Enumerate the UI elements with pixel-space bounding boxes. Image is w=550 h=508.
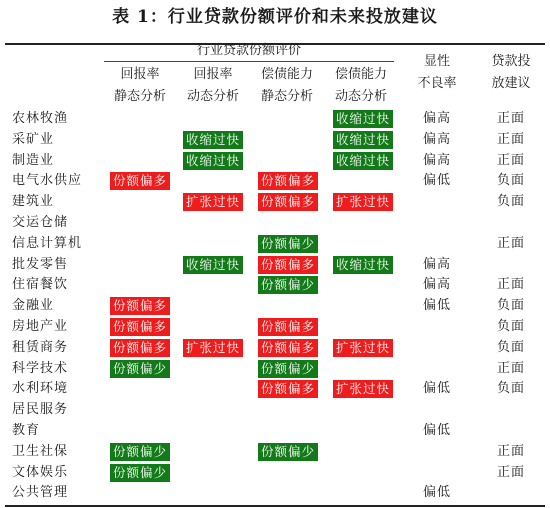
assessment-tag-return-static: 份额偏少 bbox=[110, 360, 170, 378]
group-header: 行业贷款份额评价 bbox=[196, 43, 301, 58]
advice-value: 负面 bbox=[496, 381, 525, 397]
assessment-tag-solvency-dynamic: 收缩过快 bbox=[333, 131, 393, 149]
row-industry-label: 建筑业 bbox=[12, 194, 55, 210]
assessment-tag-solvency-static: 份额偏多 bbox=[258, 380, 318, 398]
advice-value: 负面 bbox=[496, 319, 525, 334]
npl-value: 偏高 bbox=[422, 152, 451, 168]
row-industry-label: 租赁商务 bbox=[12, 339, 69, 355]
assessment-tag-solvency-dynamic: 扩张过快 bbox=[333, 193, 393, 211]
assessment-tag-solvency-static: 份额偏少 bbox=[258, 276, 318, 294]
assessment-tag-return-dynamic: 扩张过快 bbox=[183, 193, 243, 211]
advice-value: 正面 bbox=[496, 464, 525, 480]
assessment-tag-solvency-dynamic: 扩张过快 bbox=[333, 339, 393, 357]
table-title: 表 1：行业贷款份额评价和未来投放建议 bbox=[112, 7, 438, 27]
assessment-tag-solvency-static: 份额偏少 bbox=[258, 443, 318, 461]
advice-value: 正面 bbox=[496, 235, 525, 251]
assessment-tag-return-static: 份额偏多 bbox=[110, 297, 170, 315]
advice-value: 正面 bbox=[496, 111, 525, 126]
assessment-tag-return-dynamic: 收缩过快 bbox=[183, 131, 243, 149]
assessment-tag-solvency-dynamic: 扩张过快 bbox=[333, 380, 393, 398]
row-industry-label: 住宿餐饮 bbox=[12, 277, 69, 293]
npl-value: 偏低 bbox=[422, 173, 451, 189]
assessment-tag-solvency-static: 份额偏多 bbox=[258, 256, 318, 274]
advice-value: 负面 bbox=[496, 339, 525, 355]
assessment-tag-solvency-static: 份额偏多 bbox=[258, 193, 318, 211]
assessment-tag-solvency-static: 份额偏少 bbox=[258, 235, 318, 253]
assessment-tag-return-dynamic: 收缩过快 bbox=[183, 256, 243, 274]
row-industry-label: 卫生社保 bbox=[12, 443, 69, 459]
col-header-solvency-static-line2: 静态分析 bbox=[260, 89, 313, 104]
advice-value: 正面 bbox=[496, 443, 525, 459]
assessment-tag-return-dynamic: 收缩过快 bbox=[183, 152, 243, 170]
assessment-tag-solvency-dynamic: 收缩过快 bbox=[333, 256, 393, 274]
advice-value: 负面 bbox=[496, 173, 525, 189]
npl-value: 偏低 bbox=[422, 298, 451, 314]
assessment-tag-return-dynamic: 扩张过快 bbox=[183, 339, 243, 357]
assessment-tag-return-static: 份额偏多 bbox=[110, 172, 170, 190]
row-industry-label: 水利环境 bbox=[12, 381, 69, 397]
col-header-return-static-line1: 回报率 bbox=[120, 67, 160, 82]
row-industry-label: 居民服务 bbox=[12, 402, 69, 418]
assessment-tag-solvency-static: 份额偏少 bbox=[258, 360, 318, 378]
row-industry-label: 公共管理 bbox=[12, 485, 69, 501]
assessment-tag-return-static: 份额偏少 bbox=[110, 464, 170, 482]
col-header-solvency-static-line1: 偿债能力 bbox=[260, 67, 313, 82]
advice-value: 正面 bbox=[496, 360, 525, 376]
group-header-underline bbox=[104, 61, 394, 62]
col-header-npl-line2: 不良率 bbox=[417, 76, 457, 91]
advice-value: 负面 bbox=[496, 194, 525, 210]
bottom-rule bbox=[5, 505, 545, 507]
row-industry-label: 制造业 bbox=[12, 152, 55, 168]
row-industry-label: 金融业 bbox=[12, 298, 55, 314]
assessment-tag-solvency-dynamic: 收缩过快 bbox=[333, 152, 393, 170]
col-header-advice-line2: 放建议 bbox=[491, 76, 531, 91]
col-header-npl-line1: 显性 bbox=[423, 54, 450, 69]
row-industry-label: 房地产业 bbox=[12, 319, 69, 334]
col-header-advice-line1: 贷款投 bbox=[491, 54, 531, 69]
col-header-solvency-dynamic-line1: 偿债能力 bbox=[334, 67, 387, 82]
npl-value: 偏高 bbox=[422, 277, 451, 293]
row-industry-label: 交运仓储 bbox=[12, 215, 69, 230]
assessment-tag-solvency-dynamic: 收缩过快 bbox=[333, 110, 393, 128]
advice-value: 正面 bbox=[496, 152, 525, 168]
row-industry-label: 电气水供应 bbox=[12, 173, 83, 189]
assessment-tag-return-static: 份额偏少 bbox=[110, 443, 170, 461]
npl-value: 偏低 bbox=[422, 485, 451, 501]
npl-value: 偏低 bbox=[422, 423, 451, 438]
advice-value: 负面 bbox=[496, 298, 525, 314]
npl-value: 偏低 bbox=[422, 381, 451, 397]
col-header-solvency-dynamic-line2: 动态分析 bbox=[334, 89, 387, 104]
npl-value: 偏高 bbox=[422, 131, 451, 147]
col-header-return-dynamic-line1: 回报率 bbox=[193, 67, 233, 82]
col-header-return-static-line2: 静态分析 bbox=[113, 89, 166, 104]
row-industry-label: 采矿业 bbox=[12, 131, 55, 147]
row-industry-label: 科学技术 bbox=[12, 360, 69, 376]
assessment-tag-solvency-static: 份额偏多 bbox=[258, 339, 318, 357]
row-industry-label: 批发零售 bbox=[12, 256, 69, 272]
advice-value: 正面 bbox=[496, 131, 525, 147]
row-industry-label: 信息计算机 bbox=[12, 235, 83, 251]
assessment-tag-return-static: 份额偏多 bbox=[110, 339, 170, 357]
col-header-return-dynamic-line2: 动态分析 bbox=[186, 89, 239, 104]
assessment-tag-solvency-static: 份额偏多 bbox=[258, 172, 318, 190]
row-industry-label: 教育 bbox=[12, 423, 41, 438]
assessment-tag-solvency-static: 份额偏多 bbox=[258, 318, 318, 336]
assessment-tag-return-static: 份额偏多 bbox=[110, 318, 170, 336]
row-industry-label: 农林牧渔 bbox=[12, 111, 69, 126]
npl-value: 偏高 bbox=[422, 111, 451, 126]
advice-value: 正面 bbox=[496, 277, 525, 293]
row-industry-label: 文体娱乐 bbox=[12, 464, 69, 480]
npl-value: 偏高 bbox=[422, 256, 451, 272]
